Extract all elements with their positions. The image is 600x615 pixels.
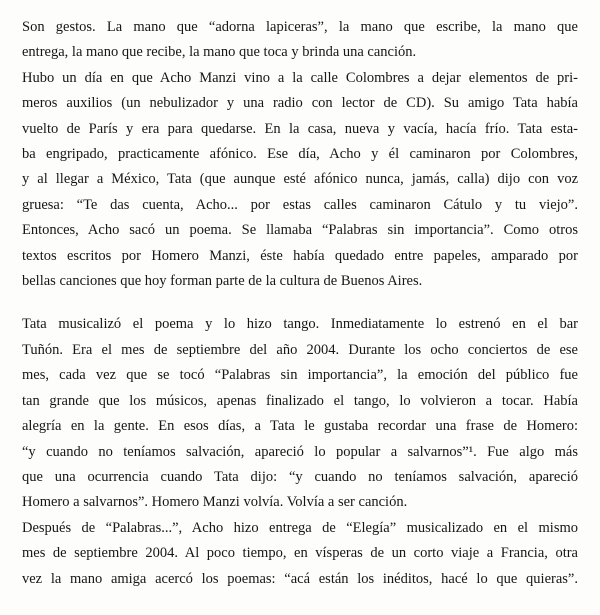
text-line: meros auxilios (un nebulizador y una radio con lector de CD). Su amigo Tata había	[22, 95, 578, 112]
text-line: tan grande que los músicos, apenas finalizado el tango, lo volvieron a tocar. Había	[22, 392, 578, 409]
text-line: Tuñón. Era el mes de septiembre del año 2004. Durante los ocho conciertos de ese	[22, 341, 578, 358]
text-line: Tata musicalizó el poema y lo hizo tango. Inmediatamente lo estrenó en el bar	[22, 316, 578, 333]
text-line: textos escritos por Homero Manzi, éste había quedado entre papeles, amparado por	[22, 247, 578, 264]
text-line: vuelto de París y era para quedarse. En la casa, nueva y vacía, hacía frío. Tata esta-	[22, 120, 578, 137]
text-line: Son gestos. La mano que “adorna lapiceras”, la mano que escribe, la mano que	[22, 19, 578, 35]
paragraph-2	[22, 66, 578, 295]
text-line: gruesa: “Te das cuenta, Acho... por estas calles caminaron Cátulo y tu viejo”.	[22, 196, 578, 213]
text-line: entrega, la mano que recibe, la mano que toca y brinda una canción.	[22, 44, 417, 61]
text-line: Homero a salvarnos”. Homero Manzi volvía. Volvía a ser canción.	[22, 494, 408, 511]
paragraph-1	[22, 15, 578, 66]
text-line: bellas canciones que hoy forman parte de la cultura de Buenos Aires.	[22, 273, 423, 290]
text-line: Entonces, Acho sacó un poema. Se llamaba “Palabras sin importancia”. Como otros	[22, 222, 578, 239]
text-line: mes, cada vez que se tocó “Palabras sin importancia”, la emoción del público fue	[22, 367, 578, 384]
text-line: “y cuando no teníamos salvación, apareció lo popular a salvarnos”¹. Fue algo más	[22, 443, 578, 460]
text-line: mes de septiembre 2004. Al poco tiempo, en vísperas de un corto viaje a Francia, otra	[22, 545, 578, 562]
text-line: ba engripado, practicamente afónico. Ese día, Acho y él caminaron por Colombres,	[22, 146, 578, 163]
text-line: Hubo un día en que Acho Manzi vino a la calle Colombres a dejar elementos de pri-	[22, 69, 578, 86]
text-line: vez la mano amiga acercó los poemas: “acá están los inéditos, hacé lo que quieras”.	[22, 570, 578, 587]
paragraph-4	[22, 516, 578, 592]
paragraph-3	[22, 312, 578, 515]
text-line: y al llegar a México, Tata (que aunque esté afónico nunca, jamás, calla) dijo con voz	[22, 171, 578, 188]
text-line: alegría en la gente. En esos días, a Tata le gustaba recordar una frase de Homero:	[22, 418, 578, 435]
text-line: Después de “Palabras...”, Acho hizo entrega de “Elegía” musicalizado en el mismo	[22, 519, 578, 536]
text-line: que una ocurrencia cuando Tata dijo: “y cuando no teníamos salvación, apareció	[22, 468, 578, 485]
